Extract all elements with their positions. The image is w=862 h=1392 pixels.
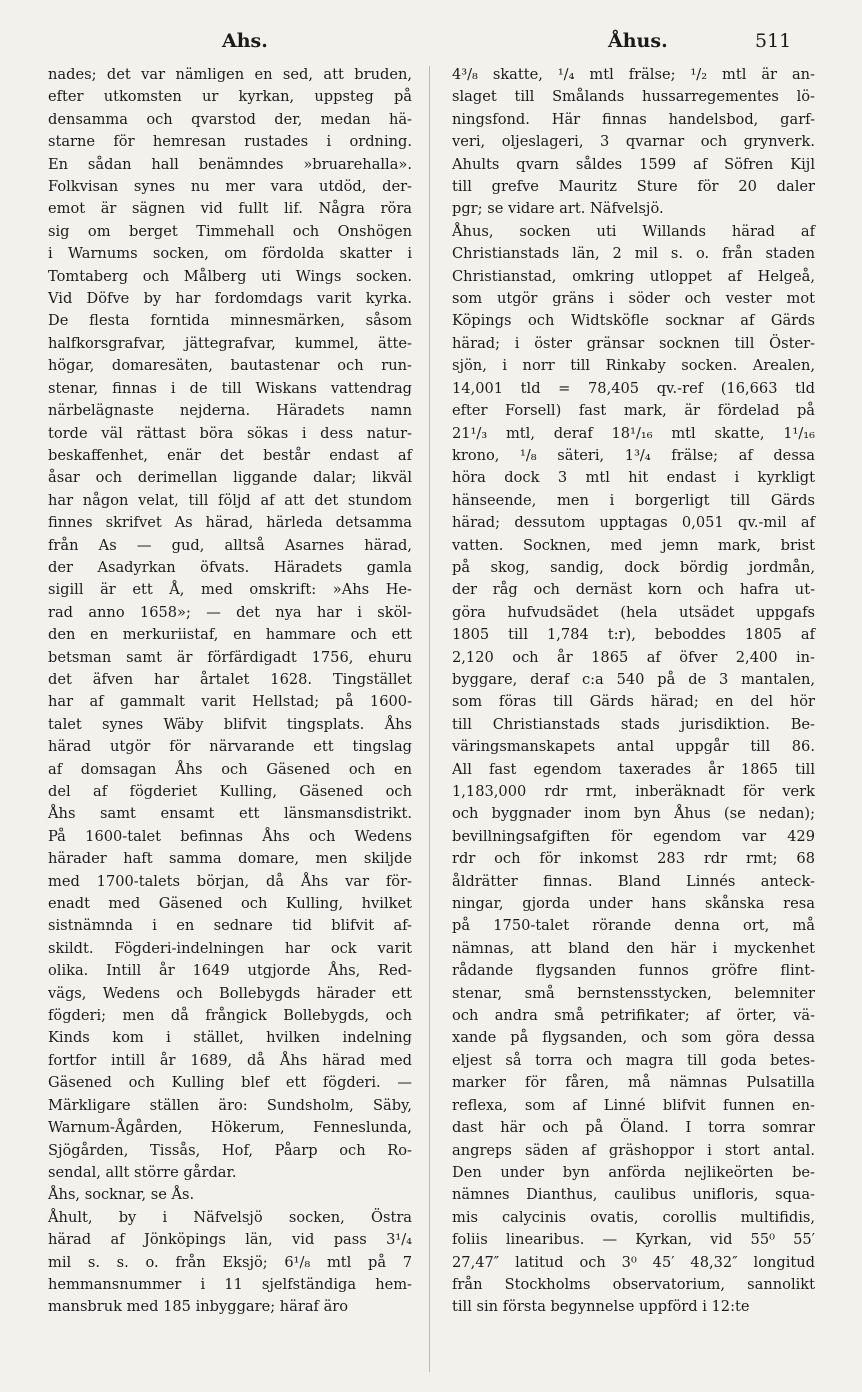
text-line: 4³/₈ skatte, ¹/₄ mtl frälse; ¹/₂ mtl är an-	[452, 66, 815, 83]
text-line: De flesta forntida minnesmärken, såsom	[48, 312, 412, 330]
text-line: den en merkuriistaf, en hammare och ett	[48, 626, 412, 644]
text-line: betsman samt är förfärdigadt 1756, ehuru	[48, 648, 412, 666]
text-line: på skog, sandig, dock bördig jordmån,	[452, 558, 815, 576]
text-line: Kinds kom i stället, hvilken indelning	[48, 1029, 412, 1047]
text-line: slaget till Smålands hussarregementes lö-	[452, 88, 815, 106]
text-line: på 1750-talet rörande denna ort, må	[452, 917, 815, 935]
text-line: Christianstads län, 2 mil s. o. från staden	[452, 245, 815, 263]
text-line: angreps säden af gräshoppor i stort antal.	[452, 1141, 815, 1159]
text-line: från As — gud, alltså Asarnes härad,	[48, 536, 412, 554]
text-line: och andra små petrifikater; af örter, vä-	[452, 1007, 815, 1025]
text-line: rad anno 1658»; — det nya har i sköl-	[48, 603, 412, 621]
text-line: fögderi; men då frångick Bollebygds, och	[48, 1007, 412, 1025]
text-line: torde väl rättast böra sökas i dess natur-	[48, 424, 412, 442]
text-line: har af gammalt varit Hellstad; på 1600-	[48, 693, 412, 711]
text-line: Ahults qvarn såldes 1599 af Söfren Kijl	[452, 155, 815, 173]
text-line: skildt. Fögderi-indelningen har ock varit	[48, 939, 412, 957]
text-line: beskaffenhet, enär det består endast af	[48, 446, 412, 464]
text-line: från Stockholms observatorium, sannolikt	[452, 1275, 815, 1293]
text-line: rådande flygsanden funnos gröfre flint-	[452, 962, 815, 980]
text-line: höra dock 3 mtl hit endast i kyrkligt	[452, 469, 815, 487]
text-line: reflexa, som af Linné blifvit funnen en-	[452, 1096, 815, 1114]
text-line: finnes skrifvet As härad, härleda detsamma	[48, 514, 412, 532]
text-line: mansbruk med 185 inbyggare; häraf äro	[48, 1298, 349, 1316]
text-line: emot är sägnen vid fullt lif. Några röra	[48, 200, 412, 218]
text-line: som utgör gräns i söder och vester mot	[452, 290, 815, 308]
text-line: nämnas, att bland den här i myckenhet	[452, 939, 815, 957]
text-line: Åhult, by i Näfvelsjö socken, Östra	[48, 1208, 412, 1226]
text-line: 1805 till 1,784 t:r), beboddes 1805 af	[452, 626, 815, 644]
text-line: Åhs, socknar, se Ås.	[48, 1186, 195, 1204]
text-line: enadt med Gäsened och Kulling, hvilket	[48, 895, 412, 913]
text-line: eljest så torra och magra till goda betes-	[452, 1051, 815, 1069]
text-line: pgr; se vidare art. Näfvelsjö.	[452, 200, 664, 218]
text-line: starne för hemresan rustades i ordning.	[48, 133, 412, 151]
text-line: veri, oljeslageri, 3 qvarnar och grynverk.	[452, 133, 815, 151]
text-line: På 1600-talet befinnas Åhs och Wedens	[48, 827, 412, 845]
text-line: 21¹/₃ mtl, deraf 18¹/₁₆ mtl skatte, 1¹/₁₆	[452, 424, 815, 442]
text-line: der Asadyrkan öfvats. Häradets gamla	[48, 558, 412, 576]
text-line: byggare, deraf c:a 540 på de 3 mantalen,	[452, 670, 815, 688]
text-line: ningsfond. Här finnas handelsbod, garf-	[452, 110, 815, 128]
text-line: af domsagan Åhs och Gäsened och en	[48, 760, 412, 778]
text-line: till grefve Mauritz Sture för 20 daler	[452, 178, 815, 196]
text-line: Christianstad, omkring utloppet af Helgeå,	[452, 267, 815, 285]
text-line: närbelägnaste nejderna. Häradets namn	[48, 402, 412, 420]
column-divider	[429, 66, 430, 1372]
text-line: 27,47″ latitud och 3⁰ 45′ 48,32″ longitud	[452, 1253, 815, 1271]
text-line: sig om berget Timmehall och Onshögen	[48, 222, 412, 240]
text-line: Tomtaberg och Målberg uti Wings socken.	[48, 267, 412, 285]
text-line: efter utkomsten ur kyrkan, uppsteg på	[48, 88, 412, 106]
page-number: 511	[755, 30, 792, 52]
text-line: En sådan hall benämndes »bruarehalla».	[48, 155, 412, 173]
running-head-left: Ahs.	[222, 30, 268, 52]
text-line: Warnum-Ågården, Hökerum, Fenneslunda,	[48, 1119, 412, 1137]
text-line: Köpings och Widtsköfle socknar af Gärds	[452, 312, 815, 330]
text-line: krono, ¹/₈ säteri, 1³/₄ frälse; af dessa	[452, 446, 815, 464]
text-line: 1,183,000 rdr rmt, inberäknadt för verk	[452, 783, 815, 800]
text-line: sigill är ett Å, med omskrift: »Ahs He-	[48, 581, 412, 599]
text-line: nades; det var nämligen en sed, att bruden,	[48, 66, 412, 83]
text-line: 14,001 tld = 78,405 qv.-ref (16,663 tld	[452, 379, 815, 397]
text-line: härad; i öster gränsar socknen till Öster-	[452, 334, 815, 352]
text-line: hemmansnummer i 11 sjelfständiga hem-	[48, 1275, 412, 1293]
text-line: 2,120 och år 1865 af öfver 2,400 in-	[452, 648, 815, 666]
text-line: med 1700-talets början, då Åhs var för-	[48, 872, 412, 890]
text-line: har någon velat, till följd af att det stundom	[48, 491, 412, 509]
left-column	[48, 64, 412, 1319]
text-line: fortfor intill år 1689, då Åhs härad med	[48, 1051, 412, 1069]
text-line: högar, domaresäten, bautastenar och run-	[48, 357, 412, 375]
right-column	[452, 64, 815, 1319]
text-line: All fast egendom taxerades år 1865 till	[452, 760, 815, 778]
text-line: hänseende, men i borgerligt till Gärds	[452, 491, 815, 509]
text-line: rdr och för inkomst 283 rdr rmt; 68	[452, 850, 815, 868]
text-line: Den under byn anförda nejlikeörten be-	[452, 1163, 815, 1181]
text-line: härad; dessutom upptagas 0,051 qv.-mil af	[452, 514, 815, 532]
text-line: Vid Döfve by har fordomdags varit kyrka.	[48, 290, 412, 308]
text-line: härad af Jönköpings län, vid pass 3¹/₄	[48, 1231, 412, 1249]
text-line: xande på flygsanden, och som göra dessa	[452, 1029, 815, 1047]
text-line: talet synes Wäby blifvit tingsplats. Åhs	[48, 715, 412, 733]
text-line: vatten. Socknen, med jemn mark, brist	[452, 536, 815, 554]
text-line: i Warnums socken, om fördolda skatter i	[48, 245, 412, 263]
text-line: det äfven har årtalet 1628. Tingstället	[48, 670, 412, 688]
text-line: stenar, små bernstensstycken, belemniter	[452, 984, 815, 1002]
text-line: härader haft samma domare, men skiljde	[48, 850, 412, 868]
text-line: sjön, i norr till Rinkaby socken. Arealen,	[452, 357, 815, 375]
text-line: och byggnader inom byn Åhus (se nedan);	[452, 805, 815, 823]
text-line: marker för fåren, må nämnas Pulsatilla	[452, 1074, 815, 1092]
text-line: härad utgör för närvarande ett tingslag	[48, 738, 412, 756]
text-line: Sjögården, Tissås, Hof, Påarp och Ro-	[48, 1141, 412, 1159]
text-line: Åhs samt ensamt ett länsmansdistrikt.	[48, 805, 412, 823]
text-line: olika. Intill år 1649 utgjorde Åhs, Red-	[48, 962, 412, 980]
running-head-right: Åhus.	[608, 30, 668, 52]
text-line: åldrätter finnas. Bland Linnés anteck-	[452, 872, 815, 890]
text-line: efter Forsell) fast mark, är fördelad på	[452, 402, 815, 420]
text-line: till sin första begynnelse uppförd i 12:te	[452, 1298, 750, 1316]
text-line: bevillningsafgiften för egendom var 429	[452, 827, 815, 845]
text-line: Folkvisan synes nu mer vara utdöd, der-	[48, 178, 412, 196]
text-line: väringsmanskapets antal uppgår till 86.	[452, 738, 815, 756]
text-line: Gäsened och Kulling blef ett fögderi. —	[48, 1074, 412, 1092]
text-line: Märkligare ställen äro: Sundsholm, Säby,	[48, 1096, 412, 1114]
text-line: der råg och dernäst korn och hafra ut-	[452, 581, 815, 599]
text-line: åsar och derimellan liggande dalar; likväl	[48, 469, 412, 487]
text-line: sistnämnda i en sednare tid blifvit af-	[48, 917, 412, 935]
text-line: mil s. s. o. från Eksjö; 6¹/₈ mtl på 7	[48, 1253, 412, 1271]
text-line: stenar, finnas i de till Wiskans vattendrag	[48, 379, 412, 397]
text-line: dast här och på Öland. I torra somrar	[452, 1119, 815, 1137]
text-line: mis calycinis ovatis, corollis multifidis,	[452, 1208, 815, 1226]
text-line: vägs, Wedens och Bollebygds härader ett	[48, 984, 412, 1002]
text-line: nämnes Dianthus, caulibus unifloris, squa-	[452, 1186, 815, 1204]
text-line: del af fögderiet Kulling, Gäsened och	[48, 783, 412, 800]
text-line: Åhus, socken uti Willands härad af	[452, 222, 815, 240]
text-line: som föras till Gärds härad; en del hör	[452, 693, 815, 711]
text-line: till Christianstads stads jurisdiktion. Be-	[452, 715, 815, 733]
text-line: sendal, allt större gårdar.	[48, 1163, 237, 1181]
text-line: foliis linearibus. — Kyrkan, vid 55⁰ 55′	[452, 1231, 815, 1249]
text-line: göra hufvudsädet (hela utsädet uppgafs	[452, 603, 815, 621]
text-line: ningar, gjorda under hans skånska resa	[452, 895, 815, 913]
text-line: halfkorsgrafvar, jättegrafvar, kummel, ätte-	[48, 334, 412, 352]
text-line: densamma och qvarstod der, medan hä-	[48, 110, 412, 128]
